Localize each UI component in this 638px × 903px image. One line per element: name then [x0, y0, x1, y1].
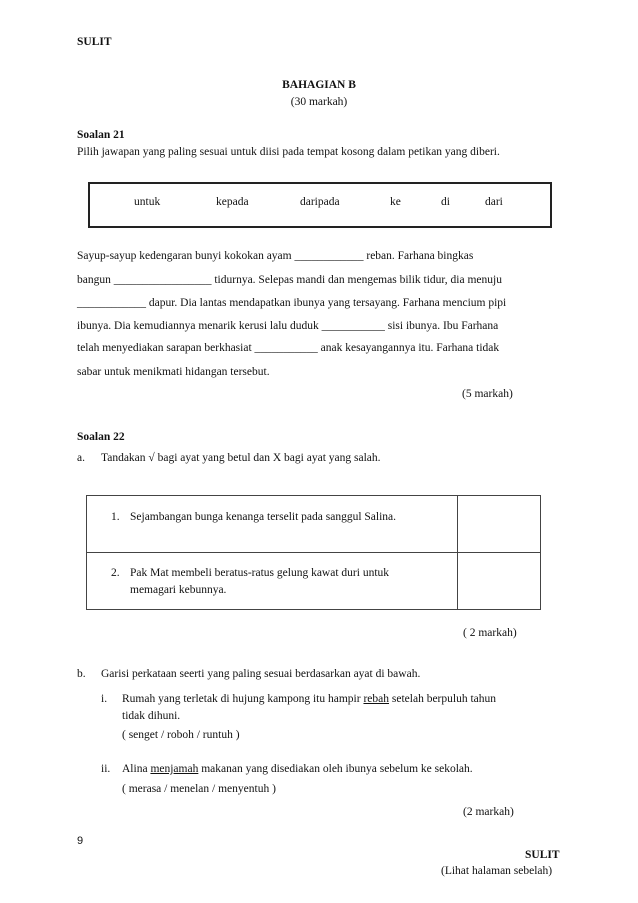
passage-line: sabar untuk menikmati hidangan tersebut. — [77, 366, 270, 378]
item-number: i. — [101, 693, 108, 705]
q21-marks: (5 markah) — [462, 388, 513, 400]
item-sentence: Alina menjamah makanan yang disediakan oleh ibunya sebelum ke sekolah. — [122, 763, 473, 775]
option-ke: ke — [390, 196, 401, 208]
q22b-instruction: Garisi perkataan seerti yang paling sesuai berdasarkan ayat di bawah. — [101, 668, 421, 680]
item-sentence: Rumah yang terletak di hujung kampong itu hampir rebah setelah berpuluh tahun — [122, 693, 496, 705]
row-number: 2. — [111, 567, 120, 579]
row-statement: Pak Mat membeli beratus-ratus gelung kawat duri untuk — [130, 567, 390, 579]
page-number: 9 — [77, 835, 84, 847]
q22b-label: b. — [77, 668, 86, 680]
q22-title: Soalan 22 — [77, 431, 125, 443]
q21-instruction: Pilih jawapan yang paling sesuai untuk diisi pada tempat kosong dalam petikan yang diberi. — [77, 146, 500, 158]
option-di: di — [441, 196, 450, 208]
passage-line: telah menyediakan sarapan berkhasiat ___________ anak kesayangannya itu. Farhana tidak — [77, 342, 500, 354]
q22a-label: a. — [77, 452, 85, 464]
q22a-instruction: Tandakan √ bagi ayat yang betul dan X bagi ayat yang salah. — [101, 452, 381, 464]
footer-sulit: SULIT — [525, 849, 560, 861]
underlined-word: menjamah — [150, 763, 199, 775]
section-marks: (30 markah) — [290, 96, 348, 108]
item-choices[interactable]: ( senget / roboh / runtuh ) — [122, 729, 240, 741]
passage-line: ____________ dapur. Dia lantas mendapatkan ibunya yang tersayang. Farhana mencium pipi — [77, 297, 507, 309]
q21-options-box — [88, 182, 552, 228]
q21-title: Soalan 21 — [77, 129, 125, 141]
section-title: BAHAGIAN B — [282, 79, 356, 91]
footer-next-page: (Lihat halaman sebelah) — [441, 865, 553, 877]
header-sulit: SULIT — [77, 36, 112, 48]
answer-cell[interactable] — [458, 553, 540, 609]
option-untuk: untuk — [134, 196, 161, 208]
q22a-table — [86, 495, 541, 610]
option-daripada: daripada — [300, 196, 340, 208]
passage-line: bangun _________________ tidurnya. Selepas mandi dan mengemas bilik tidur, dia menuju — [77, 274, 502, 286]
q22a-marks: ( 2 markah) — [463, 627, 517, 639]
option-dari: dari — [485, 196, 503, 208]
item-number: ii. — [101, 763, 111, 775]
row-statement: Sejambangan bunga kenanga terselit pada sanggul Salina. — [130, 511, 397, 523]
row-number: 1. — [111, 511, 120, 523]
passage-line: ibunya. Dia kemudiannya menarik kerusi lalu duduk ___________ sisi ibunya. Ibu Farhana — [77, 320, 499, 332]
underlined-word: rebah — [363, 693, 390, 705]
answer-cell[interactable] — [458, 496, 540, 552]
option-kepada: kepada — [216, 196, 249, 208]
item-choices[interactable]: ( merasa / menelan / menyentuh ) — [122, 783, 276, 795]
q22b-marks: (2 markah) — [463, 806, 514, 818]
row-statement-cont: memagari kebunnya. — [130, 584, 227, 596]
passage-line: Sayup-sayup kedengaran bunyi kokokan ayam ____________ reban. Farhana bingkas — [77, 250, 474, 262]
item-sentence-cont: tidak dihuni. — [122, 710, 181, 722]
